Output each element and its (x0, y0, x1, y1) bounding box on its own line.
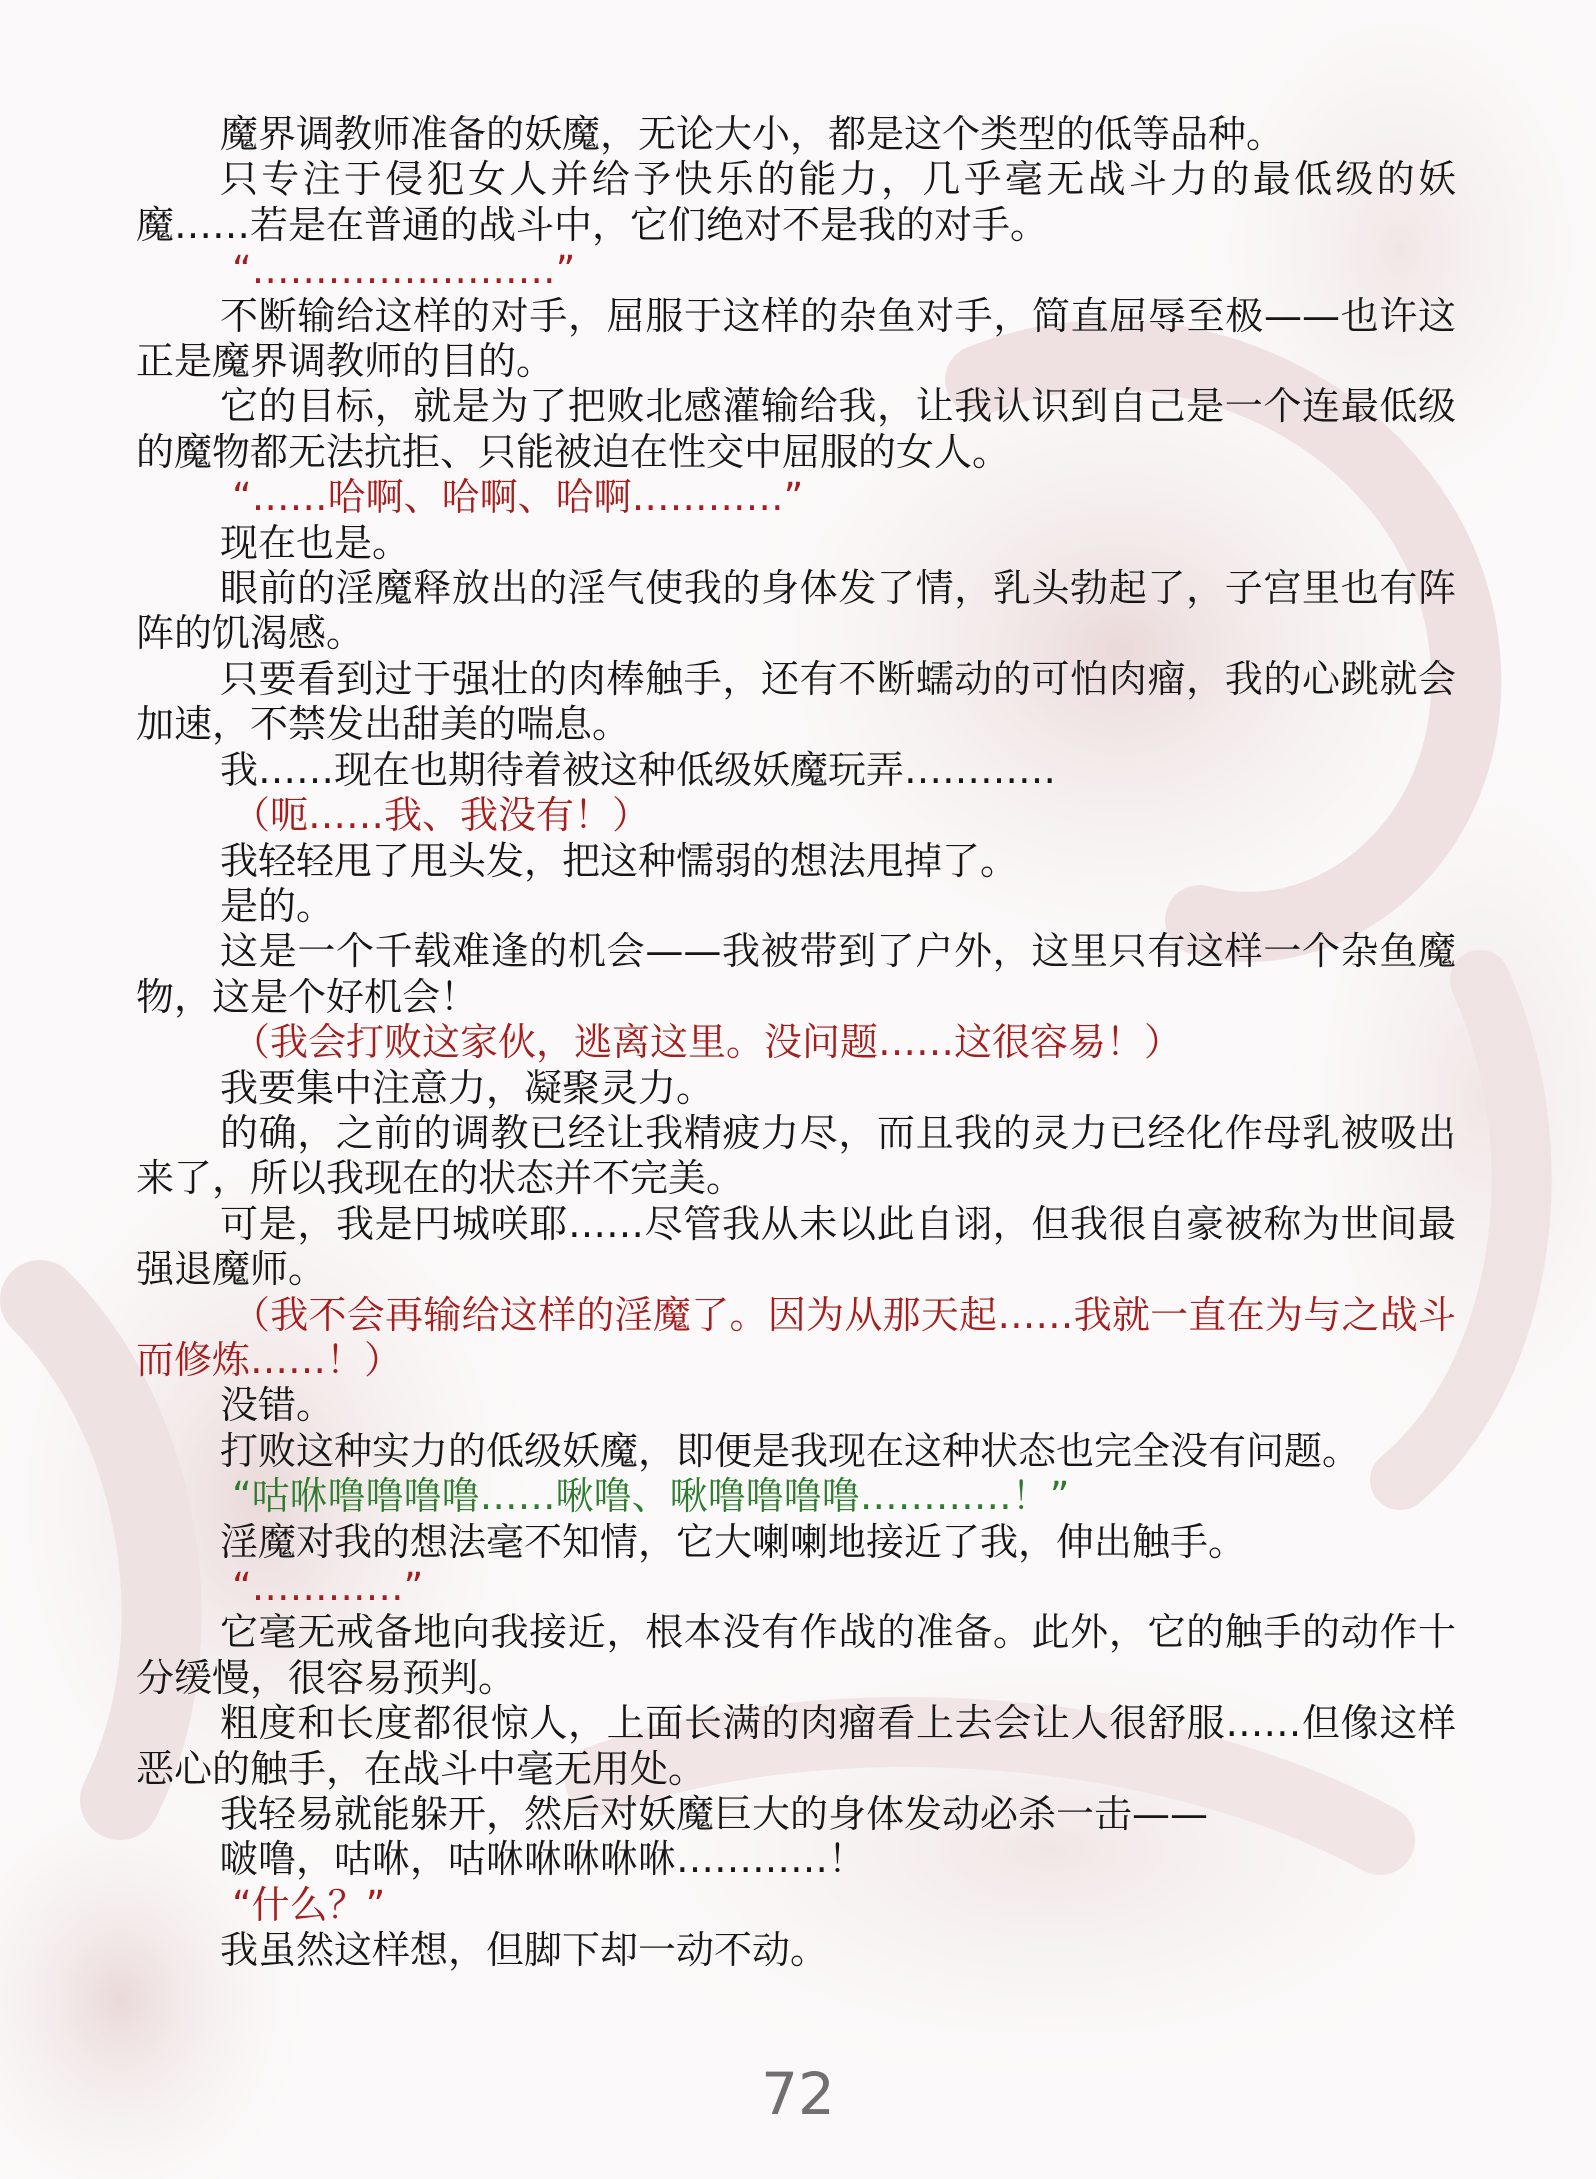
dialogue-line: “…………” (232, 1565, 424, 1609)
dialogue-line: （我会打败这家伙，逃离这里。没问题……这很容易！） (232, 1020, 1183, 1065)
narration-paragraph: 我……现在也期待着被这种低级妖魔玩弄………… (220, 747, 1057, 792)
dialogue-line: “咕咻噜噜噜噜……啾噜、啾噜噜噜噜…………！” (232, 1474, 1070, 1519)
narration-paragraph: 魔界调教师准备的妖魔，无论大小，都是这个类型的低等品种。 (220, 112, 1285, 156)
narration-paragraph: 啵噜，咕咻，咕咻咻咻咻咻…………！ (220, 1837, 867, 1882)
dialogue-line: “……………………” (232, 248, 576, 293)
narration-paragraph: 打败这种实力的低级妖魔，即便是我现在这种状态也完全没有问题。 (220, 1428, 1361, 1473)
narration-paragraph: 没错。 (220, 1383, 335, 1428)
narration-paragraph: 只专注于侵犯女人并给予快乐的能力，几乎毫无战斗力的最低级的妖魔……若是在普通的战斗中，它们绝对不是我的对手。 (136, 157, 1456, 247)
body-text (136, 112, 1456, 1974)
narration-paragraph: 我轻易就能躲开，然后对妖魔巨大的身体发动必杀一击—— (220, 1792, 1209, 1837)
dialogue-line: （呃……我、我没有！） (232, 793, 651, 838)
narration-paragraph: 它毫无戒备地向我接近，根本没有作战的准备。此外，它的触手的动作十分缓慢，很容易预判。 (136, 1610, 1456, 1700)
page-number: 72 (761, 2060, 835, 2128)
narration-paragraph: 淫魔对我的想法毫不知情，它大喇喇地接近了我，伸出触手。 (220, 1519, 1247, 1564)
narration-paragraph: 不断输给这样的对手，屈服于这样的杂鱼对手，简直屈辱至极——也许这正是魔界调教师的目的。 (136, 293, 1456, 384)
narration-paragraph: 我虽然这样想，但脚下却一动不动。 (220, 1928, 829, 1973)
dialogue-line: “什么？” (232, 1882, 386, 1927)
narration-paragraph: 现在也是。 (220, 520, 411, 565)
narration-paragraph: 的确，之前的调教已经让我精疲力尽，而且我的灵力已经化作母乳被吸出来了，所以我现在的状态并不完美。 (136, 1110, 1456, 1201)
narration-paragraph: 我轻轻甩了甩头发，把这种懦弱的想法甩掉了。 (220, 838, 1019, 883)
narration-paragraph: 眼前的淫魔释放出的淫气使我的身体发了情，乳头勃起了，子宫里也有阵阵的饥渴感。 (136, 566, 1456, 656)
narration-paragraph: 可是，我是円城咲耶……尽管我从未以此自诩，但我很自豪被称为世间最强退魔师。 (136, 1201, 1456, 1292)
dialogue-line: （我不会再输给这样的淫魔了。因为从那天起……我就一直在为与之战斗而修炼……！） (136, 1292, 1456, 1382)
narration-paragraph: 是的。 (220, 883, 335, 928)
narration-paragraph: 只要看到过于强壮的肉棒触手，还有不断蠕动的可怕肉瘤，我的心跳就会加速，不禁发出甜美的喘息。 (136, 656, 1456, 747)
narration-paragraph: 粗度和长度都很惊人，上面长满的肉瘤看上去会让人很舒服……但像这样恶心的触手，在战斗中毫无用处。 (136, 1701, 1456, 1791)
narration-paragraph: 它的目标，就是为了把败北感灌输给我，让我认识到自己是一个连最低级的魔物都无法抗拒、只能被迫在性交中屈服的女人。 (136, 384, 1456, 474)
narration-paragraph: 我要集中注意力，凝聚灵力。 (220, 1065, 715, 1110)
dialogue-line: “……哈啊、哈啊、哈啊…………” (232, 475, 804, 520)
narration-paragraph: 这是一个千载难逢的机会——我被带到了户外，这里只有这样一个杂鱼魔物，这是个好机会！ (136, 929, 1456, 1019)
